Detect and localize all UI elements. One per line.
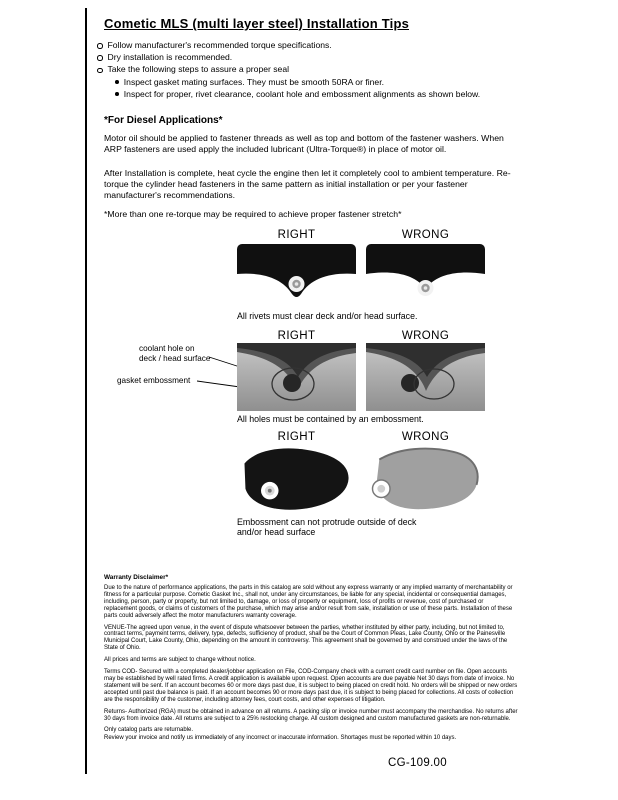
circle-bullet-icon: [97, 55, 103, 61]
tip-sub-row: [115, 78, 557, 87]
embossment-wrong-diagram: [366, 343, 485, 411]
annotation-connector-lines: [197, 349, 241, 393]
tips-list: [97, 41, 557, 102]
embossment-right-diagram: [237, 343, 356, 411]
diesel-applications-heading: *For Diesel Applications*: [104, 115, 223, 126]
tip-sub-text: Inspect for proper, rivet clearance, coolant hole and embossment alignments as shown below.: [123, 88, 481, 99]
protrusion-right-diagram: [237, 444, 356, 514]
left-border-rule: [85, 8, 87, 774]
row1-caption: All rivets must clear deck and/or head surface.: [237, 311, 418, 321]
wrong-label-row3: WRONG: [401, 431, 450, 443]
row2-caption: All holes must be contained by an embossment.: [237, 414, 424, 424]
legal-paragraph: Returns- Authorized (RGA) must be obtained in advance on all returns. A packing slip or invoice number must accompany the merchandise. No returns after 30 days from invoice date. All returns are subject to a 25% restocking charge. All custom designed and custom manufactured gaskets are non-returnable.: [104, 708, 518, 722]
tip-text: Take the following steps to assure a proper seal: [107, 64, 290, 75]
circle-bullet-icon: [97, 43, 103, 49]
tip-text: Follow manufacturer's recommended torque specifications.: [107, 40, 332, 50]
row3-caption: Embossment can not protrude outside of deck and/or head surface: [237, 517, 417, 537]
rivet-right-diagram: [237, 244, 356, 307]
tip-sub-row: [115, 90, 557, 99]
protrusion-wrong-diagram: [366, 444, 485, 514]
legal-paragraph: VENUE-The agreed upon venue, in the event of dispute whatsoever between the parties, whether instituted by either party, including, but not limited to, contract terms, payment terms, delivery, type, defects, sufficiency of product, shall be the Court of Common Pleas, Lake County, Ohio or the Painesville Municipal Court, Lake County, Ohio, depending on the amount in controversy. This agreement shall be governed by and construed under the laws of the State of Ohio.: [104, 624, 508, 652]
wrong-label-row2: WRONG: [401, 330, 450, 342]
coolant-hole: [283, 374, 301, 392]
legal-paragraph: Only catalog parts are returnable.: [104, 727, 194, 734]
right-label-row3: RIGHT: [277, 431, 316, 443]
legal-paragraph: Review your invoice and notify us immediately of any incorrect or inaccurate information. Shortages must be reported within 10 days.: [104, 735, 457, 742]
retorque-note: *More than one re-torque may be required to achieve proper fastener stretch*: [104, 209, 402, 219]
dot-bullet-icon: [115, 80, 119, 84]
page-footer: CG-109.00: [388, 757, 447, 769]
tip-sub-text: Inspect gasket mating surfaces. They must be smooth 50RA or finer.: [123, 76, 384, 87]
warranty-disclaimer-section: [104, 574, 518, 747]
wrong-label-row1: WRONG: [401, 229, 450, 241]
right-label-row2: RIGHT: [277, 330, 316, 342]
gasket-embossment-annotation: gasket embossment: [117, 376, 191, 385]
right-label-row1: RIGHT: [277, 229, 316, 241]
diesel-paragraph: After Installation is complete, heat cycle the engine then let it completely cool to ambient temperature. Re-torque the cylinder head fasteners in the same pattern as initial installation or per your fastener manufacturer's recommendations.: [104, 168, 511, 201]
legal-paragraph: All prices and terms are subject to change without notice.: [104, 657, 256, 664]
page-title: Cometic MLS (multi layer steel) Installation Tips: [104, 16, 410, 31]
dot-bullet-icon: [115, 92, 119, 96]
circle-bullet-icon: [97, 68, 103, 74]
tip-row: [97, 41, 557, 50]
coolant-hole-annotation: coolant hole on deck / head surface: [139, 344, 211, 363]
diesel-paragraph: Motor oil should be applied to fastener threads as well as top and bottom of the fastener washers. When ARP fasteners are used apply the included lubricant (Ultra-Torque®) in place of motor oil.: [104, 133, 504, 155]
tip-row: [97, 53, 557, 62]
legal-paragraph: Due to the nature of performance applications, the parts in this catalog are sold without any express warranty or any implied warranty of merchantability or fitness for a particular purpose. Cometic Gasket Inc., shall not, under any circumstances, be liable for any special, incidental or consequential damages, including, person, party or property, but not limited to, damage, or loss of property or equipment, loss of profits or revenue, cost of purchased or replacement goods, or claims of customers of the purchase, which may arise and/or result from sale, installation or use of these parts. Installation of these parts could adversely affect the motor manufacturers warranty coverage.: [104, 585, 513, 619]
legal-paragraph: Terms COD- Secured with a completed dealer/jobber application on File, COD-Company check with a current credit card number on file. Open accounts may be established by well rated firms. A credit application is available upon request. Open accounts are due payable Net 30 days from date of invoice. No statement will be sent. If an account becomes 60 or more days past due, it is subject to being placed on credit hold. No orders will be shipped or new orders accepted until past due balance is paid. If an account becomes 90 or more days past due, it is subject to being placed for collections. All costs of collection are the responsibility of the customer, including attorney fees, court costs, and other expenses of litigation.: [104, 669, 518, 703]
warranty-disclaimer-heading: Warranty Disclaimer*: [104, 574, 169, 581]
rivet-wrong-diagram: [366, 244, 485, 307]
tip-text: Dry installation is recommended.: [107, 52, 233, 63]
tip-row: [97, 65, 557, 74]
